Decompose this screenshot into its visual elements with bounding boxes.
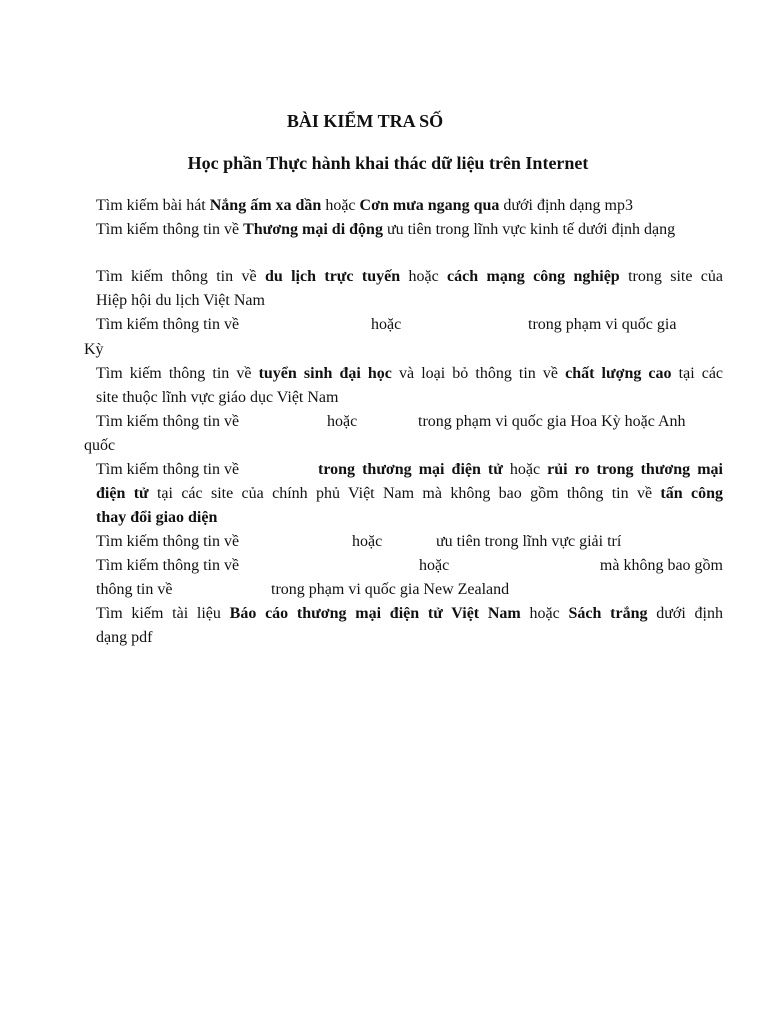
question-9-tail: mà không bao gồm	[599, 557, 723, 574]
question-6-connector: hoặc	[327, 413, 358, 430]
question-4-line-2: Kỳ	[84, 341, 104, 358]
question-5-line-2: site thuộc lĩnh vực giáo dục Việt Nam	[96, 389, 339, 406]
question-4-connector: hoặc	[371, 316, 402, 333]
question-2-keyword-1: Thương mại di động	[243, 221, 383, 238]
question-9	[96, 554, 723, 578]
question-3-keyword-1: du lịch trực tuyến	[264, 268, 401, 285]
question-5-text: Tìm kiếm thông tin về	[96, 365, 259, 382]
question-7-keyword-4: tấn công	[660, 485, 723, 502]
question-7-connector: hoặc	[502, 461, 548, 478]
question-3-connector: hoặc	[400, 268, 448, 285]
question-7-text: Tìm kiếm thông tin về	[96, 461, 240, 478]
question-4-text: Tìm kiếm thông tin về	[96, 316, 240, 333]
question-6-text: Tìm kiếm thông tin về	[96, 413, 240, 430]
question-1-connector: hoặc	[321, 197, 360, 214]
question-6	[96, 410, 723, 434]
question-5-tail: tại các	[671, 365, 724, 382]
question-9-connector: hoặc	[419, 557, 450, 574]
question-3-tail: trong site của	[619, 268, 723, 285]
question-4-tail: trong phạm vi quốc gia	[528, 316, 677, 333]
question-1	[96, 194, 723, 218]
page-subtitle: Học phần Thực hành khai thác dữ liệu trên Internet	[187, 153, 589, 173]
question-1-keyword-2: Cơn mưa ngang qua	[359, 197, 500, 214]
question-7-keyword-1: trong thương mại điện tử	[318, 461, 503, 478]
page-title: BÀI KIỂM TRA SỐ	[286, 111, 444, 131]
question-2	[96, 218, 723, 242]
question-2-text: Tìm kiếm thông tin về	[96, 221, 244, 238]
question-8	[96, 530, 723, 554]
question-8-tail: ưu tiên trong lĩnh vực giải trí	[436, 533, 622, 550]
question-6-tail: trong phạm vi quốc gia Hoa Kỳ hoặc Anh	[418, 413, 686, 430]
question-7-line-3	[96, 506, 723, 530]
question-3-line-2: Hiệp hội du lịch Việt Nam	[96, 292, 265, 309]
question-10	[96, 602, 723, 626]
question-3-keyword-2: cách mạng công nghiệp	[447, 268, 620, 285]
question-5-keyword-1: tuyển sinh đại học	[258, 365, 392, 382]
question-5-keyword-2: chất lượng cao	[565, 365, 672, 382]
question-10-line-2: dạng pdf	[96, 629, 153, 646]
question-1-text: Tìm kiếm bài hát	[96, 197, 210, 214]
question-7-keyword-2: rủi ro trong thương mại	[547, 461, 723, 478]
question-10-connector: hoặc	[520, 605, 569, 622]
question-1-tail: dưới định dạng mp3	[499, 197, 633, 214]
question-10-keyword-1: Báo cáo thương mại điện tử Việt Nam	[229, 605, 521, 622]
question-7-keyword-5: thay đổi giao diện	[96, 509, 218, 526]
question-9-line-2-text: thông tin về	[96, 581, 173, 598]
question-8-connector: hoặc	[352, 533, 383, 550]
question-3	[96, 265, 723, 289]
question-5	[96, 362, 723, 386]
question-9-line-2	[96, 578, 723, 602]
question-5-connector: và loại bỏ thông tin về	[391, 365, 566, 382]
question-8-text: Tìm kiếm thông tin về	[96, 533, 240, 550]
question-1-keyword-1: Nắng ấm xa dần	[209, 197, 322, 214]
question-7-line-2	[96, 482, 723, 506]
question-10-tail: dưới định	[647, 605, 723, 622]
question-9-text: Tìm kiếm thông tin về	[96, 557, 240, 574]
question-7	[96, 458, 723, 482]
question-6-line-2: quốc	[84, 437, 116, 454]
question-4	[96, 313, 723, 337]
question-10-text: Tìm kiếm tài liệu	[96, 605, 230, 622]
question-2-tail: ưu tiên trong lĩnh vực kinh tế dưới định dạng	[382, 221, 676, 238]
question-9-line-2-tail: trong phạm vi quốc gia New Zealand	[271, 581, 510, 598]
question-3-text: Tìm kiếm thông tin về	[96, 268, 265, 285]
question-7-line-2-text: tại các site của chính phủ Việt Nam mà không bao gồm thông tin về	[148, 485, 661, 502]
question-7-keyword-3: điện tử	[96, 485, 149, 502]
question-7-keywords	[318, 458, 723, 482]
question-10-keyword-2: Sách trắng	[568, 605, 648, 622]
